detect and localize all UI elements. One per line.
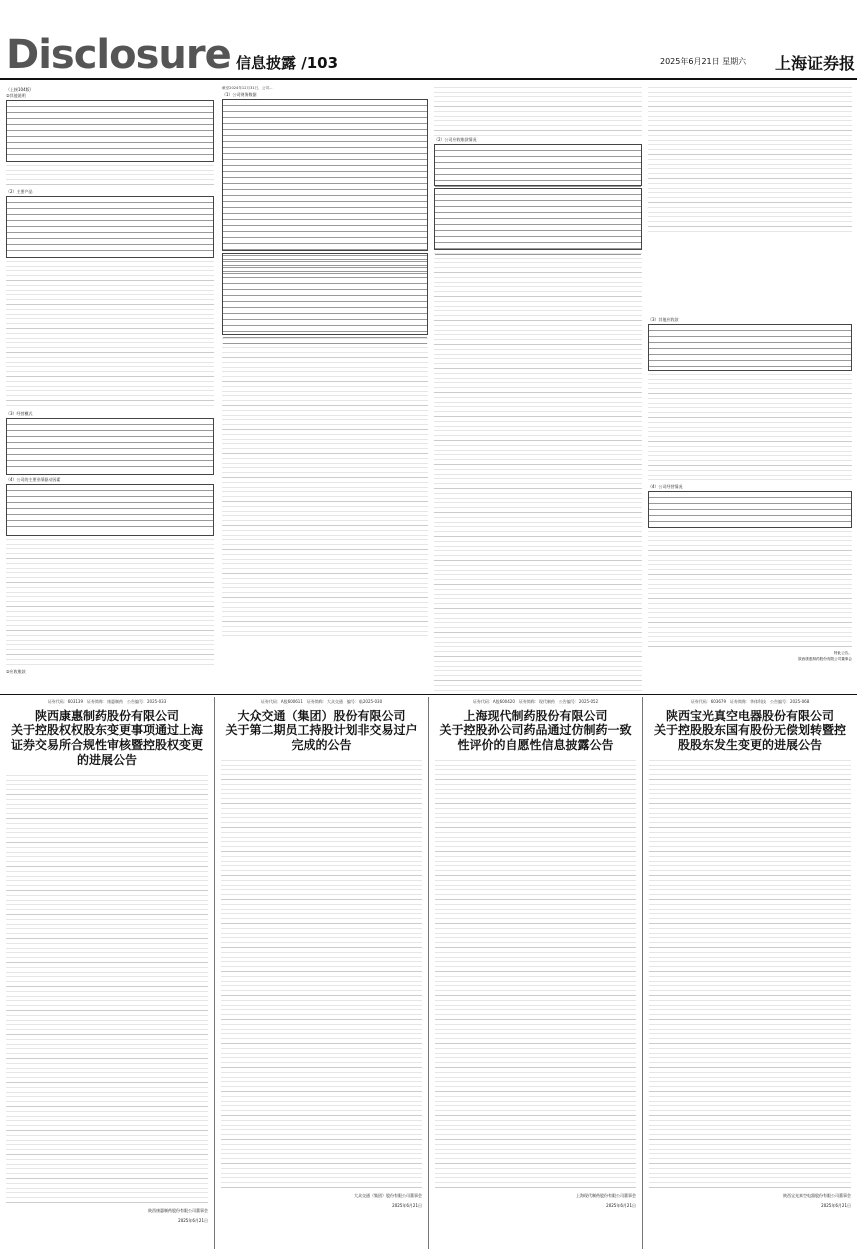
notice-4 [642, 697, 857, 1249]
column-3 [434, 86, 642, 694]
notice-codes: 证券代码：A股600420 证券简称：现代制药 公告编号：2025-052 [472, 699, 599, 704]
data-table [434, 188, 642, 250]
data-table [222, 253, 428, 335]
body-text [648, 530, 852, 650]
notice-codes: 证券代码：603679 证券简称：华体科技 公告编号：2025-068 [690, 699, 810, 704]
body-text [434, 252, 642, 692]
subheading: （4）公司经营情况 [648, 484, 683, 489]
body-text [648, 373, 852, 483]
notice-date: 2025年6月21日 [178, 1218, 208, 1223]
subheading: （2）主要产品 [6, 189, 33, 194]
notice-company: 陕西宝光真空电器股份有限公司 [665, 709, 834, 723]
data-table [222, 99, 428, 251]
subheading: ②其他说明 [6, 93, 26, 98]
notice-title: 关于控股股东国有股份无偿划转暨控股股东发生变更的进展公告 [653, 723, 846, 752]
body-text [6, 260, 214, 410]
notices-divider [0, 694, 857, 695]
notice-3 [428, 697, 642, 1249]
notice-codes: 证券代码：A股600611 证券简称：大众交通 编号：临2025-030 [260, 699, 383, 704]
notice-date: 2025年6月21日 [392, 1203, 422, 1208]
subheading: （3）其他应收款 [648, 317, 679, 322]
notice-signature: 陕西康惠制药股份有限公司董事会 [148, 1208, 208, 1213]
notice-body [435, 759, 636, 1189]
subheading: （1）公司财务数据 [222, 91, 257, 97]
notice-body [649, 759, 851, 1189]
subheading: （3）经营模式 [6, 411, 33, 416]
notice-1 [0, 697, 214, 1249]
subheading: ②应收账款 [6, 669, 26, 674]
data-table [648, 491, 852, 528]
data-table [6, 418, 214, 475]
column-2 [222, 86, 428, 694]
continuation-note: （上接104版） [6, 87, 34, 92]
data-table [648, 324, 852, 371]
notice-company: 上海现代制药股份有限公司 [463, 709, 608, 723]
data-table [6, 196, 214, 258]
newspaper-masthead: 上海证券报 [775, 54, 856, 73]
notice-title: 关于控股权权股东变更事项通过上海证券交易所合规性审核暨控股权变更的进展公告 [10, 723, 203, 767]
body-text: 截至2024年12月31日，公司... [222, 86, 273, 90]
body-text [222, 337, 428, 637]
notice-date: 2025年6月21日 [821, 1203, 851, 1208]
body-text [6, 538, 214, 668]
subheading: （4）公司的主要业绩驱动因素 [6, 477, 61, 482]
notice-signature: 上海现代制药股份有限公司董事会 [576, 1193, 636, 1198]
body-text [434, 86, 642, 136]
body-text [648, 86, 852, 236]
notice-codes: 证券代码：603139 证券简称：康惠制药 公告编号：2025-033 [47, 699, 167, 704]
notice-signature: 陕西宝光真空电器股份有限公司董事会 [783, 1193, 851, 1198]
notice-2 [214, 697, 428, 1249]
column-4 [648, 86, 852, 694]
footer-signature: 陕西康惠制药股份有限公司董事会 [798, 657, 852, 661]
notice-company: 陕西康惠制药股份有限公司 [34, 709, 179, 723]
notice-body [6, 774, 208, 1204]
body-text [6, 164, 214, 188]
notice-signature: 大众交通（集团）股份有限公司董事会 [354, 1193, 422, 1198]
notice-date: 2025年6月21日 [606, 1203, 636, 1208]
section-title: 信息披露 /103 [236, 54, 339, 72]
data-table [6, 484, 214, 536]
notice-company: 大众交通（集团）股份有限公司 [237, 709, 406, 723]
column-1 [6, 86, 214, 694]
header-rule [0, 78, 857, 80]
closing-line: 特此公告。 [834, 651, 852, 655]
blank-area [648, 236, 852, 316]
data-table [434, 144, 642, 186]
notice-title: 关于第二期员工持股计划非交易过户完成的公告 [225, 723, 418, 752]
subheading: （2）公司应收账款情况 [434, 137, 477, 142]
page-header [0, 0, 857, 78]
notice-title: 关于控股孙公司药品通过仿制药一致性评价的自愿性信息披露公告 [439, 723, 632, 752]
data-table [6, 100, 214, 162]
issue-date: 2025年6月21日 星期六 [660, 57, 747, 66]
notice-body [221, 759, 422, 1189]
section-word: Disclosure [6, 32, 231, 78]
